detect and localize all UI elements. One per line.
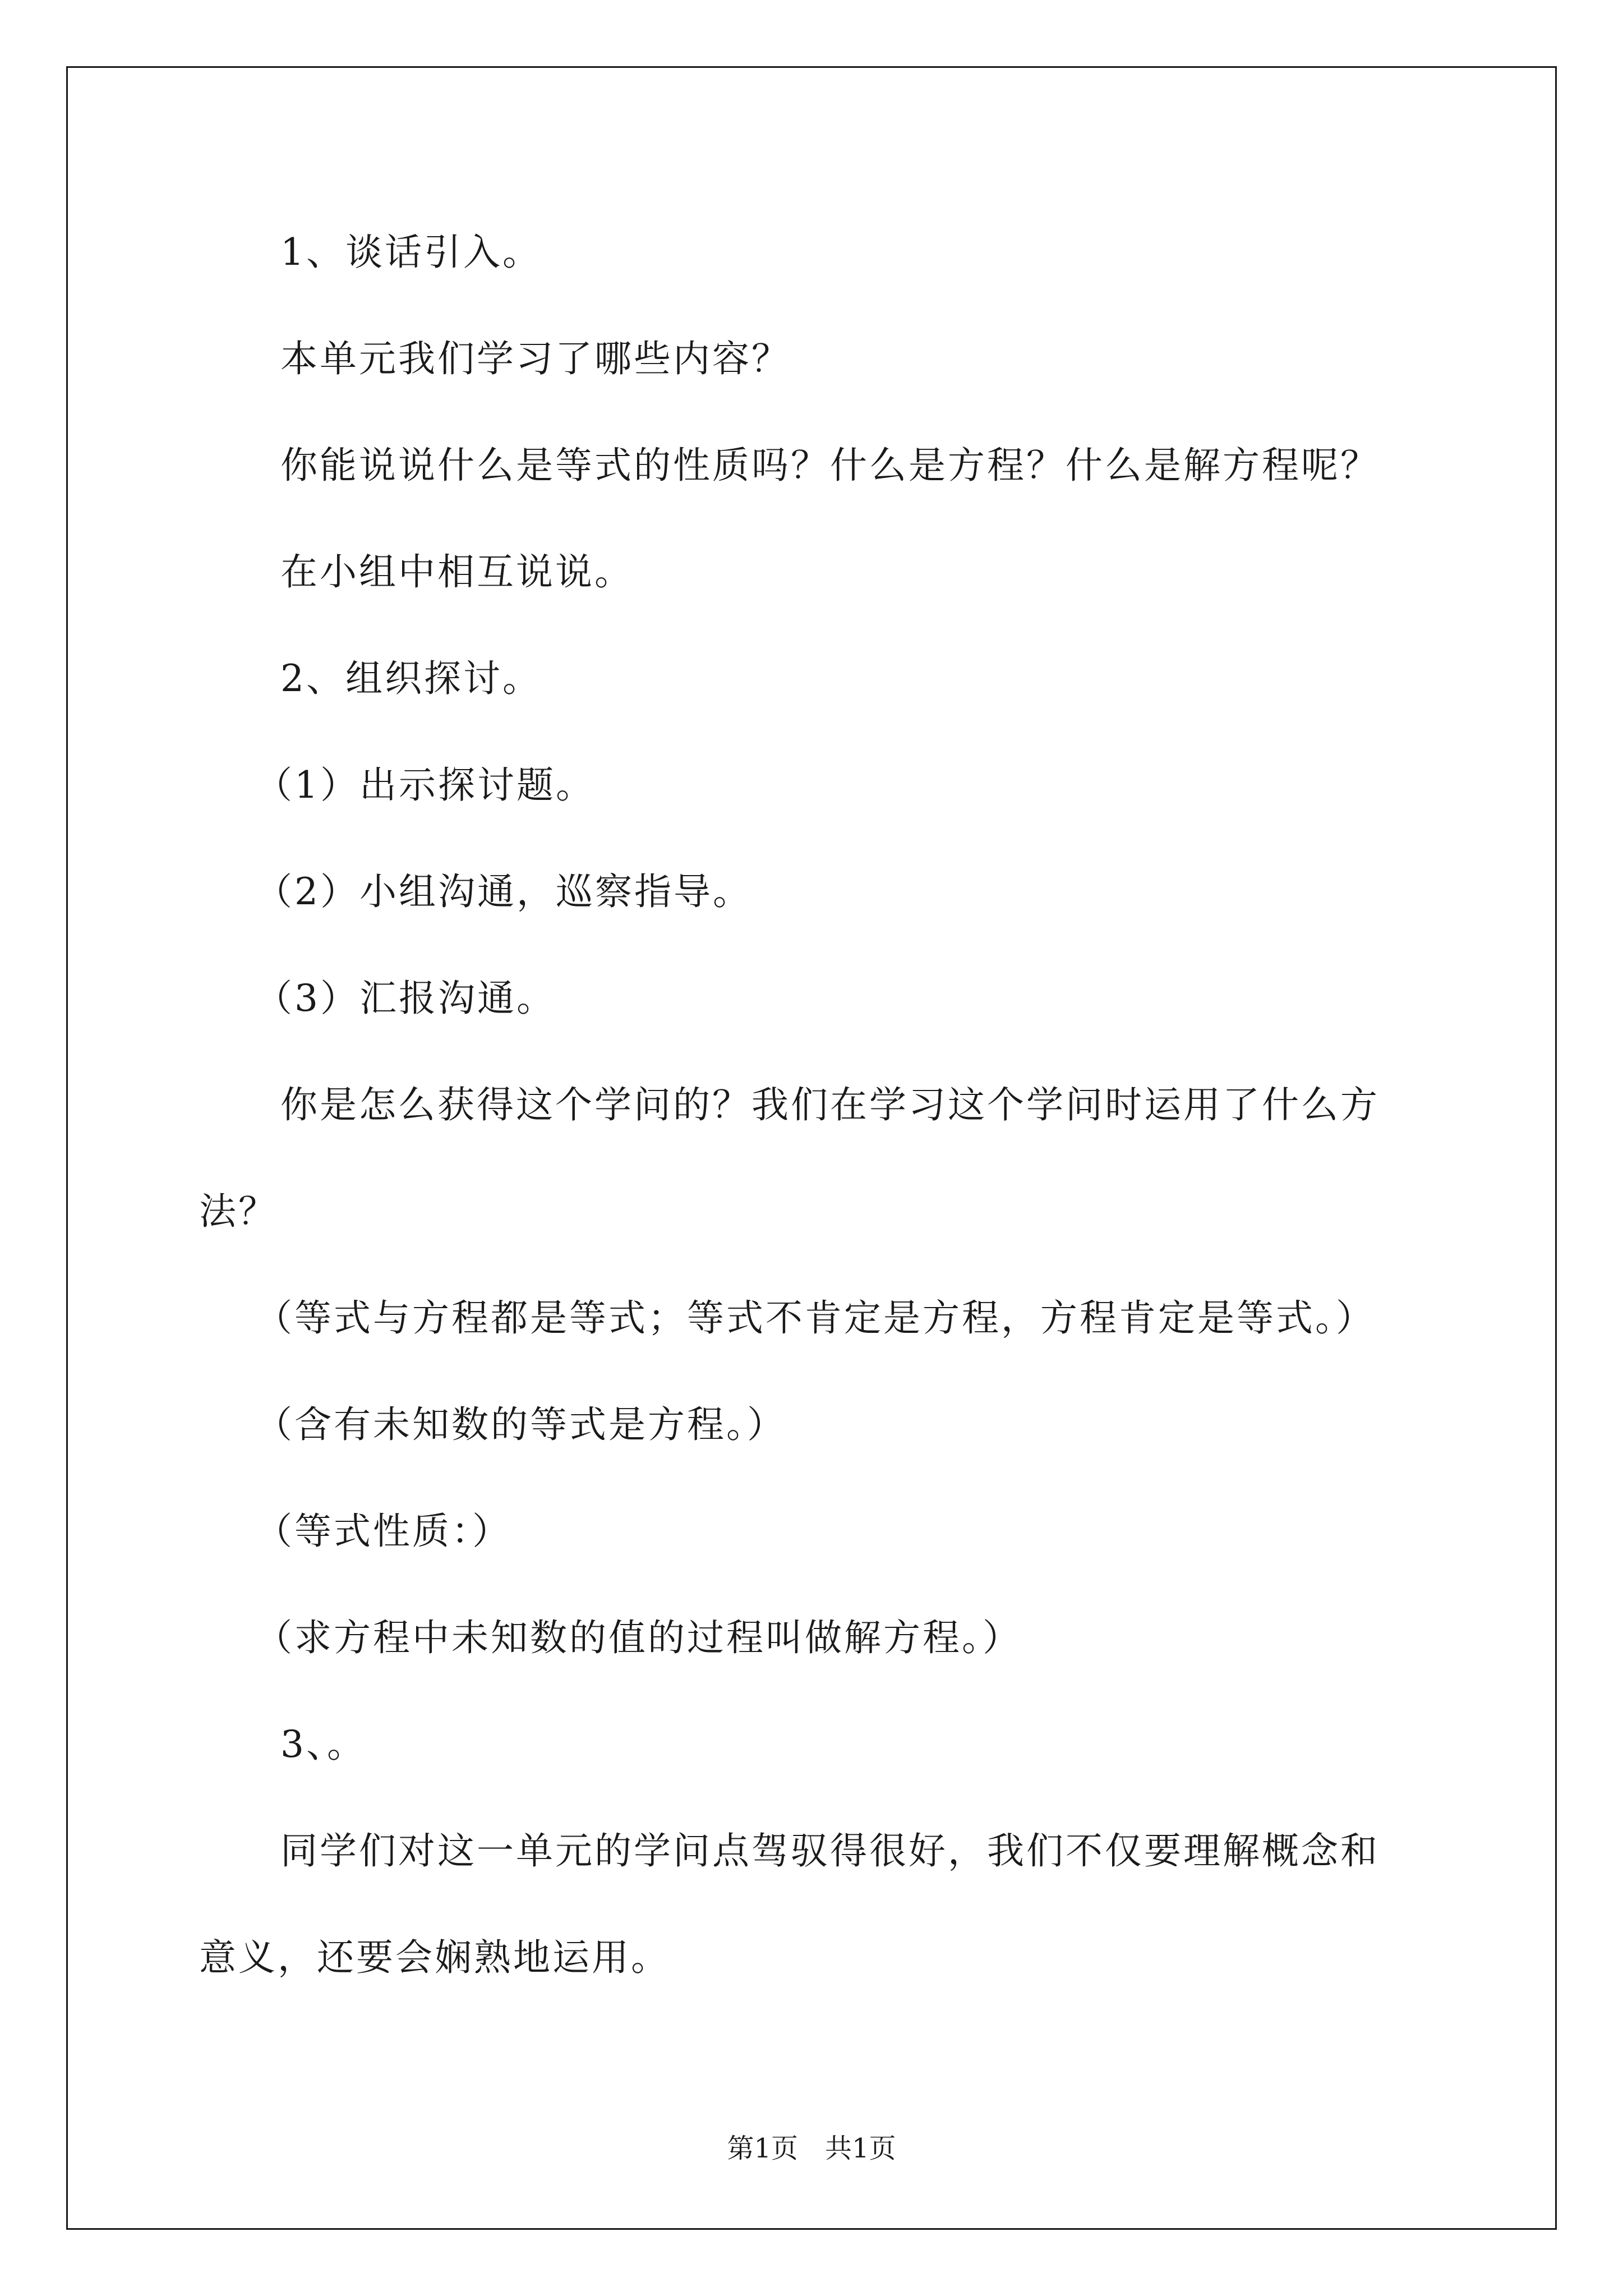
paragraph-15: 同学们对这一单元的学问点驾驭得很好，我们不仅要理解概念和	[280, 1829, 1380, 1872]
paragraph-6: （1）出示探讨题。	[255, 763, 595, 807]
paragraph-5: 2、组织探讨。	[280, 657, 542, 700]
page-total: 共1页	[825, 2133, 896, 2164]
paragraph-9-cont: 法？	[199, 1190, 278, 1233]
paragraph-3: 你能说说什么是等式的性质吗？什么是方程？什么是解方程呢？	[280, 444, 1380, 487]
paragraph-10: （等式与方程都是等式；等式不肯定是方程，方程肯定是等式。）	[255, 1296, 1375, 1340]
page-number: 第1页	[727, 2133, 798, 2164]
paragraph-4: 在小组中相互说说。	[280, 550, 634, 593]
paragraph-15-cont: 意义，还要会娴熟地运用。	[199, 1936, 670, 1979]
paragraph-2: 本单元我们学习了哪些内容？	[280, 337, 791, 380]
paragraph-12: （等式性质：）	[255, 1510, 511, 1553]
paragraph-14: 3、。	[280, 1723, 366, 1766]
paragraph-8: （3）汇报沟通。	[255, 977, 556, 1020]
paragraph-11: （含有未知数的等式是方程。）	[255, 1403, 786, 1446]
page-footer	[0, 2132, 1623, 2165]
paragraph-7: （2）小组沟通，巡察指导。	[255, 870, 752, 913]
page-border	[66, 66, 1557, 2230]
paragraph-1: 1、谈话引入。	[280, 231, 542, 274]
paragraph-13: （求方程中未知数的值的过程叫做解方程。）	[255, 1616, 1022, 1659]
paragraph-9: 你是怎么获得这个学问的？我们在学习这个学问时运用了什么方	[280, 1083, 1380, 1126]
